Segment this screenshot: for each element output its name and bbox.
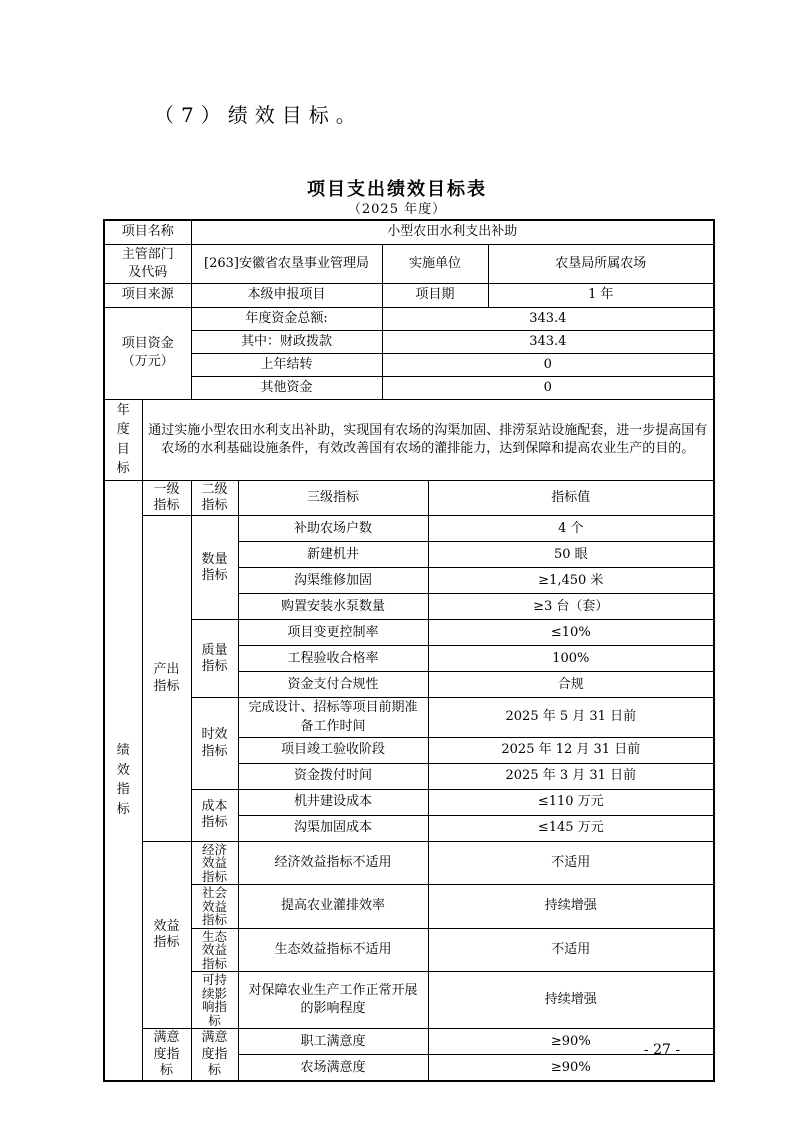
level2-quality: 质量指标 [191, 620, 238, 698]
annual-goal-label: 年度目标 [104, 399, 142, 480]
table-row [104, 244, 714, 283]
annual-goal-row [104, 399, 714, 480]
indicator-name: 生态效益指标不适用 [238, 928, 428, 972]
indicator-name: 沟渠维修加固 [238, 568, 428, 594]
indicator-name: 完成设计、招标等项目前期准备工作时间 [238, 698, 428, 737]
fund-row [104, 307, 714, 330]
indicator-header-row [104, 480, 714, 516]
indicator-name: 经济效益指标不适用 [238, 841, 428, 885]
impl-unit-value: 农垦局所属农场 [488, 244, 714, 283]
table-subtitle: （2025 年度） [347, 202, 447, 217]
period-value: 1 年 [488, 283, 714, 307]
indicator-value: 不适用 [428, 928, 714, 972]
dept-value: [263]安徽省农垦事业管理局 [191, 244, 382, 283]
level2-satisfaction: 满意度指标 [191, 1029, 238, 1081]
fund-row [104, 330, 714, 353]
performance-target-table [103, 219, 715, 1082]
indicator-name: 资金支付合规性 [238, 672, 428, 698]
indicator-name: 补助农场户数 [238, 516, 428, 542]
level2-ecological: 生态效益指标 [191, 928, 238, 972]
indicator-value: ≤110 万元 [428, 789, 714, 815]
indicator-value: 持续增强 [428, 885, 714, 929]
indicator-row [104, 928, 714, 972]
level1-satisfaction: 满意度指标 [142, 1029, 191, 1081]
table-row [104, 283, 714, 307]
dept-label: 主管部门及代码 [104, 244, 191, 283]
indicator-value: ≥1,450 米 [428, 568, 714, 594]
level2-timeliness: 时效指标 [191, 698, 238, 789]
indicator-value: 4 个 [428, 516, 714, 542]
fund-name: 其中：财政拨款 [191, 330, 382, 353]
source-label: 项目来源 [104, 283, 191, 307]
indicator-name: 新建机井 [238, 542, 428, 568]
source-value: 本级申报项目 [191, 283, 382, 307]
indicator-value: ≤10% [428, 620, 714, 646]
level1-output: 产出指标 [142, 516, 191, 841]
level2-quantity: 数量指标 [191, 516, 238, 620]
col-header-level2: 二级指标 [191, 480, 238, 516]
indicator-name: 沟渠加固成本 [238, 815, 428, 841]
period-label: 项目期 [382, 283, 488, 307]
indicator-value: 持续增强 [428, 972, 714, 1029]
fund-name: 其他资金 [191, 376, 382, 399]
indicator-row [104, 972, 714, 1029]
level2-sustainability: 可持续影响指标 [191, 972, 238, 1029]
level2-social: 社会效益指标 [191, 885, 238, 929]
indicator-value: 合规 [428, 672, 714, 698]
indicators-side-label: 绩效指标 [104, 480, 142, 1081]
indicator-value: 100% [428, 646, 714, 672]
indicator-name: 农场满意度 [238, 1055, 428, 1081]
col-header-level1: 一级指标 [142, 480, 191, 516]
table-title: 项目支出绩效目标表 [307, 179, 487, 200]
table-row [104, 220, 714, 244]
fund-value: 0 [382, 353, 714, 376]
col-header-value: 指标值 [428, 480, 714, 516]
fund-name: 上年结转 [191, 353, 382, 376]
fund-name: 年度资金总额: [191, 307, 382, 330]
indicator-value: 50 眼 [428, 542, 714, 568]
indicator-name: 对保障农业生产工作正常开展的影响程度 [238, 972, 428, 1029]
page-number: - 27 - [643, 1042, 681, 1058]
project-name-value: 小型农田水利支出补助 [191, 220, 714, 244]
indicator-name: 项目竣工验收阶段 [238, 737, 428, 763]
indicator-value: 2025 年 3 月 31 日前 [428, 763, 714, 789]
indicator-value: ≥90% [428, 1029, 714, 1055]
indicator-row [104, 841, 714, 885]
project-name-label: 项目名称 [104, 220, 191, 244]
indicator-name: 购置安装水泵数量 [238, 594, 428, 620]
level1-benefit: 效益指标 [142, 841, 191, 1029]
indicator-name: 项目变更控制率 [238, 620, 428, 646]
level2-cost: 成本指标 [191, 789, 238, 841]
indicator-value: ≥3 台（套） [428, 594, 714, 620]
indicator-value: 2025 年 5 月 31 日前 [428, 698, 714, 737]
indicator-name: 机井建设成本 [238, 789, 428, 815]
indicator-value: ≥90% [428, 1055, 714, 1081]
indicator-name: 提高农业灌排效率 [238, 885, 428, 929]
indicator-name: 职工满意度 [238, 1029, 428, 1055]
indicator-row [104, 516, 714, 542]
indicator-row [104, 620, 714, 646]
funds-label: 项目资金（万元） [104, 307, 191, 399]
indicator-value: ≤145 万元 [428, 815, 714, 841]
indicator-row [104, 885, 714, 929]
fund-row [104, 376, 714, 399]
section-heading: （7）绩效目标。 [154, 103, 363, 127]
indicator-name: 工程验收合格率 [238, 646, 428, 672]
impl-unit-label: 实施单位 [382, 244, 488, 283]
annual-goal-text: 通过实施小型农田水利支出补助，实现国有农场的沟渠加固、排涝泵站设施配套，进一步提高国有农场的水利基础设施条件，有效改善国有农场的灌排能力，达到保障和提高农业生产的目的。 [142, 399, 714, 480]
fund-value: 343.4 [382, 330, 714, 353]
level2-economic: 经济效益指标 [191, 841, 238, 885]
indicator-value: 2025 年 12 月 31 日前 [428, 737, 714, 763]
col-header-level3: 三级指标 [238, 480, 428, 516]
indicator-name: 资金拨付时间 [238, 763, 428, 789]
indicator-value: 不适用 [428, 841, 714, 885]
fund-value: 0 [382, 376, 714, 399]
fund-row [104, 353, 714, 376]
indicator-row [104, 698, 714, 737]
indicator-row [104, 789, 714, 815]
fund-value: 343.4 [382, 307, 714, 330]
